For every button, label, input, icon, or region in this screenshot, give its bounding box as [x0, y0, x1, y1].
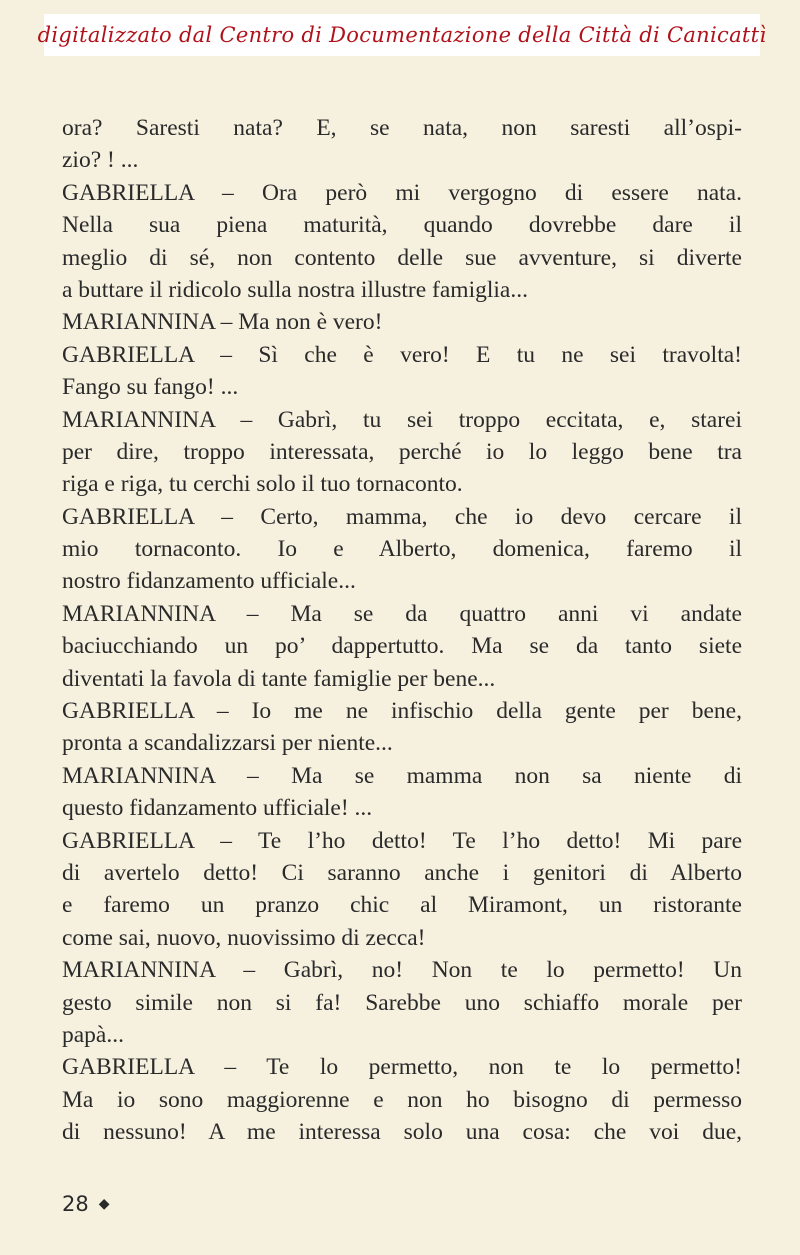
text-line: GABRIELLA – Io me ne infischio della gente per bene,	[62, 698, 742, 725]
diamond-ornament-icon: ◆	[98, 1196, 110, 1212]
watermark-banner: digitalizzato dal Centro di Documentazione della Città di Canicattì	[44, 14, 760, 56]
text-line: GABRIELLA – Te lo permetto, non te lo permetto!	[62, 1054, 742, 1081]
text-line: pronta a scandalizzarsi per niente...	[62, 730, 393, 757]
text-line: gesto simile non si fa! Sarebbe uno schiaffo morale per	[62, 989, 742, 1016]
text-line: questo fidanzamento ufficiale! ...	[62, 795, 373, 822]
text-line: meglio di sé, non contento delle sue avventure, si diverte	[62, 244, 742, 271]
text-line: per dire, troppo interessata, perché io lo leggo bene tra	[62, 438, 742, 465]
text-line: GABRIELLA – Sì che è vero! E tu ne sei travolta!	[62, 341, 742, 368]
text-line: e faremo un pranzo chic al Miramont, un ristorante	[62, 892, 742, 919]
text-line: di avertelo detto! Ci saranno anche i genitori di Alberto	[62, 859, 742, 886]
text-line: mio tornaconto. Io e Alberto, domenica, faremo il	[62, 536, 742, 563]
text-line: MARIANNINA – Ma non è vero!	[62, 309, 383, 336]
text-line: di nessuno! A me interessa solo una cosa: che voi due,	[62, 1119, 742, 1146]
text-line: GABRIELLA – Ora però mi vergogno di essere nata.	[62, 179, 742, 206]
text-line: papà...	[62, 1021, 124, 1048]
text-line: ora? Saresti nata? E, se nata, non saresti all’ospi-	[62, 115, 742, 141]
page-text	[62, 112, 742, 1149]
text-line: zio? ! ...	[62, 147, 139, 174]
text-line: nostro fidanzamento ufficiale...	[62, 568, 356, 595]
page-footer	[62, 1192, 110, 1216]
text-line: come sai, nuovo, nuovissimo di zecca!	[62, 924, 426, 951]
text-line: MARIANNINA – Ma se da quattro anni vi andate	[62, 600, 742, 627]
text-line: MARIANNINA – Gabrì, tu sei troppo eccitata, e, starei	[62, 406, 742, 433]
text-line: Nella sua piena maturità, quando dovrebbe dare il	[62, 212, 742, 239]
text-line: MARIANNINA – Gabrì, no! Non te lo permetto! Un	[62, 957, 742, 984]
text-line: MARIANNINA – Ma se mamma non sa niente di	[62, 762, 742, 789]
text-line: a buttare il ridicolo sulla nostra illustre famiglia...	[62, 276, 528, 303]
text-line: diventati la favola di tante famiglie per bene...	[62, 665, 496, 692]
text-line: GABRIELLA – Certo, mamma, che io devo cercare il	[62, 503, 742, 530]
text-line: Ma io sono maggiorenne e non ho bisogno di permesso	[62, 1086, 742, 1113]
text-line: baciucchiando un po’ dappertutto. Ma se da tanto siete	[62, 633, 742, 660]
text-line: riga e riga, tu cerchi solo il tuo tornaconto.	[62, 471, 463, 498]
text-line: Fango su fango! ...	[62, 374, 239, 401]
page-number: 28	[62, 1192, 89, 1216]
text-line: GABRIELLA – Te l’ho detto! Te l’ho detto! Mi pare	[62, 827, 742, 854]
